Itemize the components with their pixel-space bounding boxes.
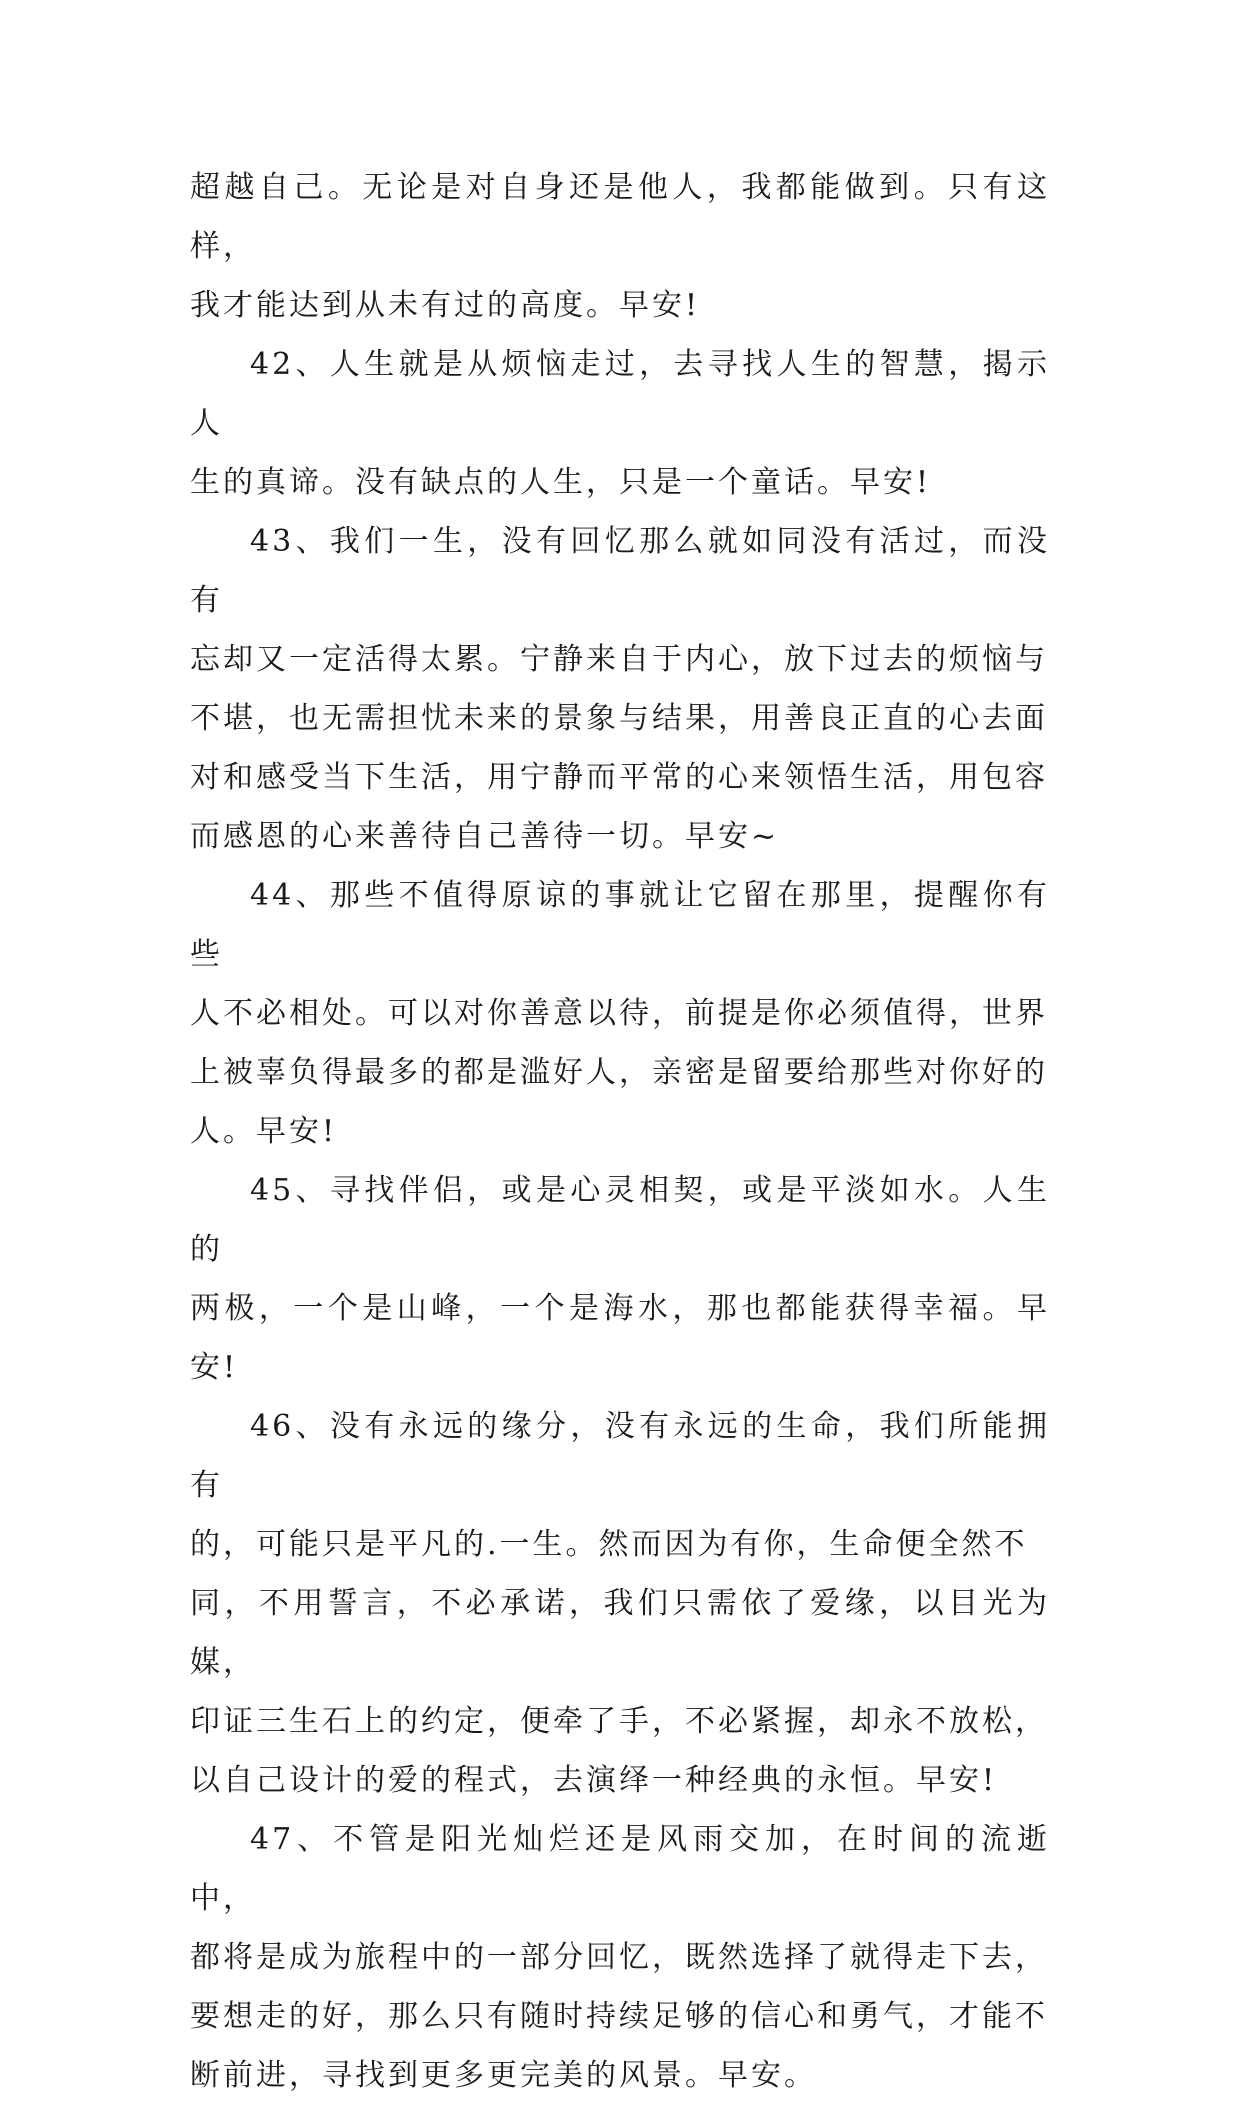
paragraph-43: 43、我们一生，没有回忆那么就如同没有活过，而没有 忘却又一定活得太累。宁静来自于内心，放下过去的烦恼与 不堪，也无需担忧未来的景象与结果，用善良正直的心去面 对和感受当下生活，用宁静而平常的心来领悟生活，用包容 而感恩的心来善待自己善待一切。早安~ [190,524,1050,854]
paragraph-44: 44、那些不值得原谅的事就让它留在那里，提醒你有些 人不必相处。可以对你善意以待，前提是你必须值得，世界 上被辜负得最多的都是滥好人，亲密是留要给那些对你好的 人。早安! [190,878,1050,1149]
paragraph-46: 46、没有永远的缘分，没有永远的生命，我们所能拥有 的，可能只是平凡的.一生。然而因为有你，生命便全然不 同，不用誓言，不必承诺，我们只需依了爱缘，以目光为媒， 印证三生石上的约定，便牵了手，不必紧握，却永不放松， 以自己设计的爱的程式，去演绎一种经典的永恒。早安! [190,1409,1050,1798]
paragraph-continuation: 超越自己。无论是对自身还是他人，我都能做到。只有这样， 我才能达到从未有过的高度。早安! [190,170,1050,323]
paragraph-45: 45、寻找伴侣，或是心灵相契，或是平淡如水。人生的 两极，一个是山峰，一个是海水，那也都能获得幸福。早安! [190,1173,1050,1385]
paragraph-42: 42、人生就是从烦恼走过，去寻找人生的智慧，揭示人 生的真谛。没有缺点的人生，只是一个童话。早安! [190,347,1050,500]
document-body [190,158,1050,2105]
paragraph-47: 47、不管是阳光灿烂还是风雨交加，在时间的流逝中， 都将是成为旅程中的一部分回忆，既然选择了就得走下去， 要想走的好，那么只有随时持续足够的信心和勇气，才能不 断前进，寻找到更多更完美的风景。早安。 [190,1822,1050,2093]
